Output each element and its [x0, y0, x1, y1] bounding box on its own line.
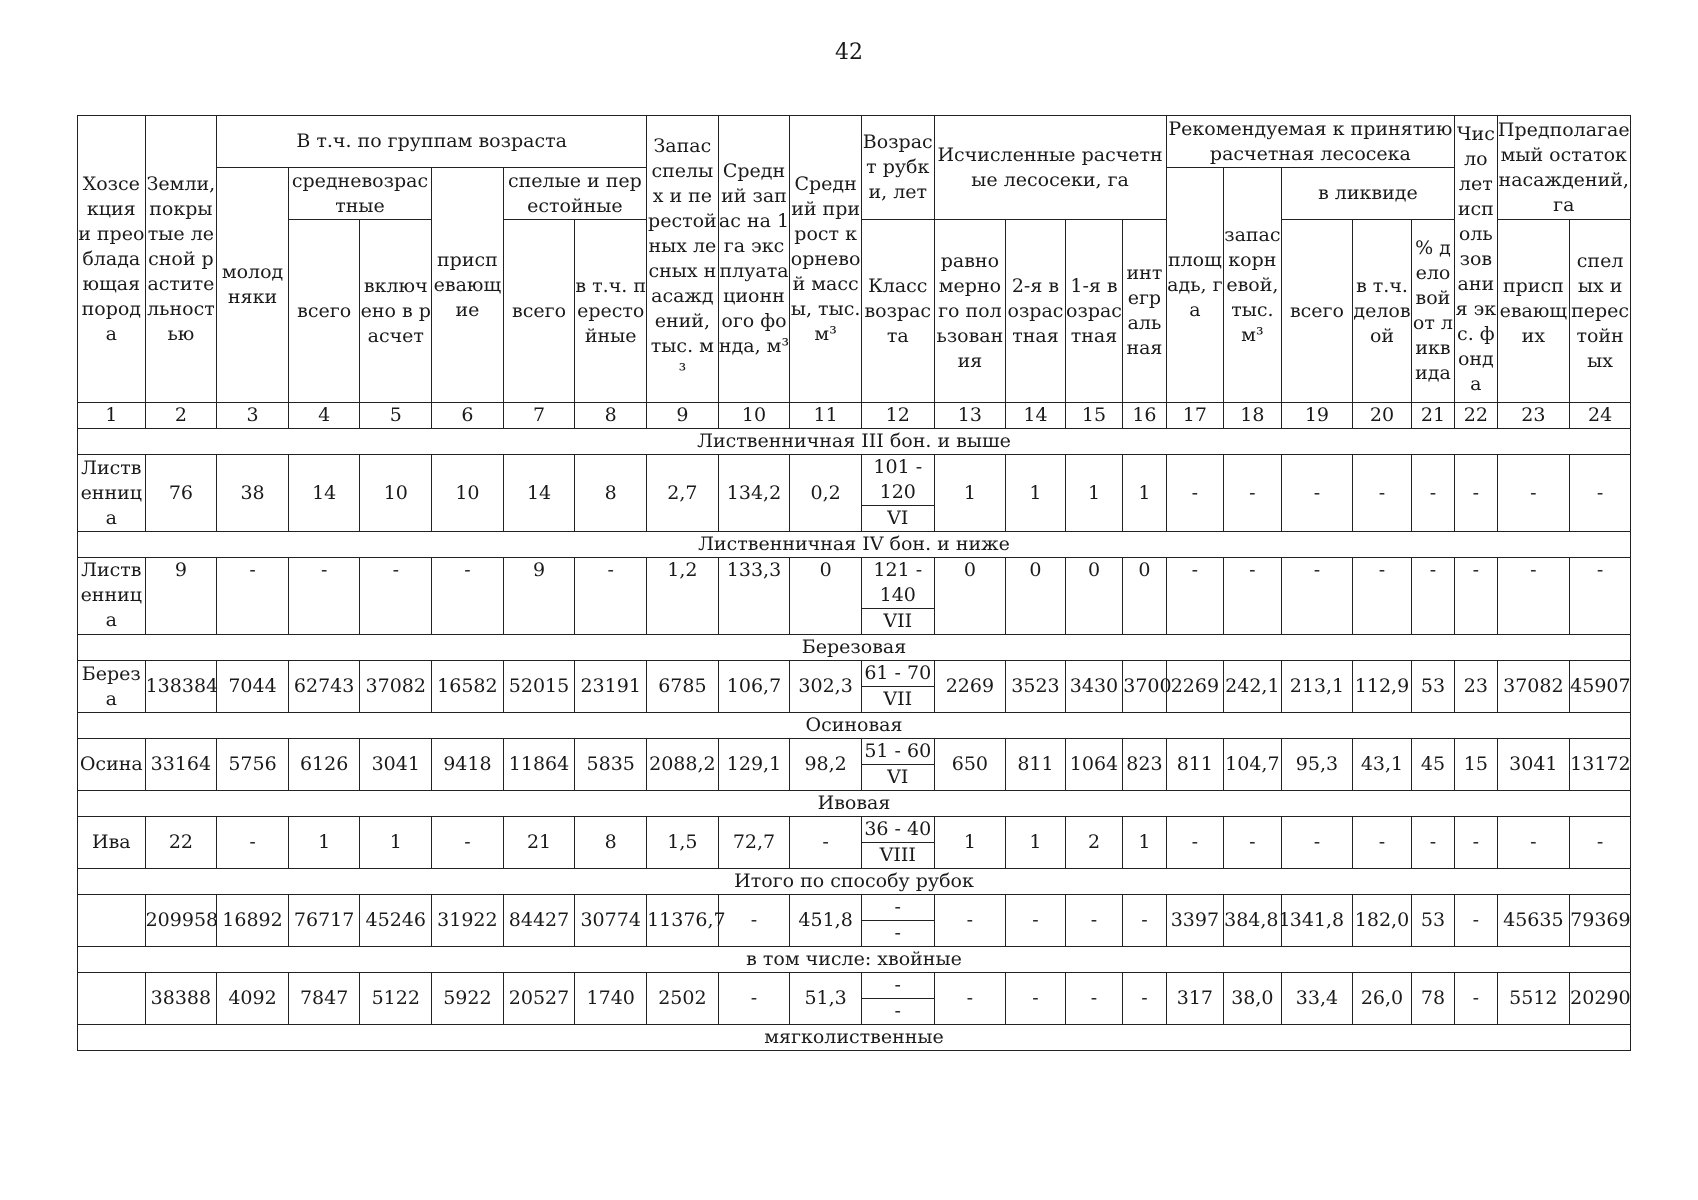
header-first-age: 1-я возрастная [1065, 220, 1123, 403]
value-cell: 317 [1166, 973, 1224, 1025]
value-cell: 5922 [432, 973, 504, 1025]
value-cell: 302,3 [790, 661, 862, 713]
value-cell: 811 [1006, 739, 1066, 791]
data-row [78, 895, 1631, 947]
column-number: 19 [1281, 403, 1353, 429]
value-cell: 1 [1065, 455, 1123, 532]
value-cell: 16582 [432, 661, 504, 713]
value-cell: 14 [288, 455, 360, 532]
age-cell [861, 558, 934, 635]
value-cell: 104,7 [1224, 739, 1282, 791]
header-liquid: в ликвиде [1281, 168, 1455, 220]
value-cell: 45907 [1570, 661, 1631, 713]
value-cell: 1 [1123, 455, 1166, 532]
value-cell: - [1224, 817, 1282, 869]
value-cell: 8 [575, 455, 647, 532]
value-cell: - [1497, 455, 1570, 532]
column-number: 21 [1411, 403, 1454, 429]
value-cell: 45246 [360, 895, 432, 947]
value-cell: 134,2 [718, 455, 790, 532]
value-cell: 21 [503, 817, 575, 869]
value-cell: 1,2 [647, 558, 719, 635]
value-cell: 242,1 [1224, 661, 1282, 713]
header-age-groups: В т.ч. по группам возраста [217, 116, 647, 168]
value-cell: 37082 [360, 661, 432, 713]
value-cell: 0,2 [790, 455, 862, 532]
section-title: Лиственничная IV бон. и ниже [78, 532, 1631, 558]
value-cell: 14 [503, 455, 575, 532]
value-cell: 0 [1006, 558, 1066, 635]
column-number: 24 [1570, 403, 1631, 429]
value-cell: - [790, 817, 862, 869]
age-class: VII [862, 686, 934, 712]
column-number: 3 [217, 403, 289, 429]
value-cell: - [432, 558, 504, 635]
column-number: 6 [432, 403, 504, 429]
value-cell: 823 [1123, 739, 1166, 791]
value-cell: 10 [432, 455, 504, 532]
header-mature-stock: Запас спелых и перестойных лесных насаждений, тыс. м³ [647, 116, 719, 403]
age-class: VII [862, 608, 934, 634]
section-title: мягколиственные [78, 1025, 1631, 1051]
value-cell: 53 [1411, 661, 1454, 713]
forest-table [77, 115, 1631, 1051]
data-row [78, 558, 1631, 635]
section-title-row [78, 635, 1631, 661]
value-cell: 15 [1455, 739, 1497, 791]
value-cell: 76717 [288, 895, 360, 947]
age-cell [861, 817, 934, 869]
value-cell: - [1455, 558, 1497, 635]
value-cell: 1,5 [647, 817, 719, 869]
value-cell: - [1411, 455, 1454, 532]
value-cell: 3041 [360, 739, 432, 791]
column-number: 8 [575, 403, 647, 429]
value-cell: 7847 [288, 973, 360, 1025]
value-cell: 51,3 [790, 973, 862, 1025]
value-cell: 213,1 [1281, 661, 1353, 713]
value-cell: 3523 [1006, 661, 1066, 713]
value-cell: - [1006, 973, 1066, 1025]
header-integral: интегральная [1123, 220, 1166, 403]
value-cell: - [1455, 973, 1497, 1025]
section-title: Ивовая [78, 791, 1631, 817]
section-title-row [78, 869, 1631, 895]
header-area: площадь, га [1166, 168, 1224, 403]
value-cell: 7044 [217, 661, 289, 713]
value-cell: 23 [1455, 661, 1497, 713]
value-cell: 98,2 [790, 739, 862, 791]
species-cell [78, 973, 146, 1025]
value-cell: 182,0 [1353, 895, 1412, 947]
value-cell: 43,1 [1353, 739, 1412, 791]
column-number: 23 [1497, 403, 1570, 429]
species-cell: Береза [78, 661, 146, 713]
header-avg-growth: Средний прирост корневой массы, тыс. м³ [790, 116, 862, 403]
value-cell: 3041 [1497, 739, 1570, 791]
value-cell: 38 [217, 455, 289, 532]
value-cell: 129,1 [718, 739, 790, 791]
header-young: молодняки [217, 168, 289, 403]
value-cell: 6785 [647, 661, 719, 713]
value-cell: - [1455, 817, 1497, 869]
section-title-row [78, 947, 1631, 973]
column-number: 22 [1455, 403, 1497, 429]
header-years-of-use: Число лет использования экс. фонда [1455, 116, 1497, 403]
header-remainder-maturing: приспевающих [1497, 220, 1570, 403]
data-row [78, 817, 1631, 869]
value-cell: 106,7 [718, 661, 790, 713]
table-header [78, 116, 1631, 429]
value-cell: 52015 [503, 661, 575, 713]
value-cell: 2088,2 [647, 739, 719, 791]
value-cell: - [1570, 455, 1631, 532]
value-cell: 1 [1006, 817, 1066, 869]
column-number: 1 [78, 403, 146, 429]
column-number: 11 [790, 403, 862, 429]
species-cell: Осина [78, 739, 146, 791]
column-number: 10 [718, 403, 790, 429]
value-cell: 1 [934, 455, 1006, 532]
value-cell: - [288, 558, 360, 635]
table-footer [78, 1025, 1631, 1051]
header-remainder: Предполагаемый остаток насаждений, га [1497, 116, 1630, 220]
age-cell [861, 973, 934, 1025]
value-cell: - [934, 973, 1006, 1025]
value-cell: 2502 [647, 973, 719, 1025]
column-number: 2 [145, 403, 217, 429]
value-cell: - [1497, 558, 1570, 635]
value-cell: 2,7 [647, 455, 719, 532]
value-cell: 6126 [288, 739, 360, 791]
column-numbers-row [78, 403, 1631, 429]
age-cell [861, 661, 934, 713]
value-cell: 4092 [217, 973, 289, 1025]
header-section: Хозсекция и преобладающая порода [78, 116, 146, 403]
column-number: 17 [1166, 403, 1224, 429]
value-cell: 5512 [1497, 973, 1570, 1025]
data-row [78, 739, 1631, 791]
value-cell: 8 [575, 817, 647, 869]
header-uniform-use: равномерного пользования [934, 220, 1006, 403]
header-mature: спелые и перестойные [503, 168, 646, 220]
age-cell [861, 895, 934, 947]
value-cell: 13172 [1570, 739, 1631, 791]
value-cell: 76 [145, 455, 217, 532]
value-cell: - [1455, 895, 1497, 947]
felling-age: - [894, 896, 901, 918]
value-cell: 30774 [575, 895, 647, 947]
value-cell: 811 [1166, 739, 1224, 791]
value-cell: - [1166, 817, 1224, 869]
section-title-row [78, 791, 1631, 817]
value-cell: 451,8 [790, 895, 862, 947]
header-middle-aged: средневозрастные [288, 168, 431, 220]
value-cell: - [1281, 558, 1353, 635]
value-cell: 78 [1411, 973, 1454, 1025]
value-cell: 20290 [1570, 973, 1631, 1025]
value-cell: - [1006, 895, 1066, 947]
header-liquid-total: всего [1281, 220, 1353, 403]
header-overmature: в т.ч. перестойные [575, 220, 647, 403]
value-cell: - [1123, 895, 1166, 947]
section-title: Итого по способу рубок [78, 869, 1631, 895]
age-class: VI [862, 505, 934, 531]
header-second-age: 2-я возрастная [1006, 220, 1066, 403]
column-number: 4 [288, 403, 360, 429]
value-cell: 0 [934, 558, 1006, 635]
value-cell: - [1224, 558, 1282, 635]
age-class: VI [862, 764, 934, 790]
value-cell: 72,7 [718, 817, 790, 869]
value-cell: 1064 [1065, 739, 1123, 791]
species-cell: Лиственница [78, 558, 146, 635]
value-cell: 650 [934, 739, 1006, 791]
value-cell: 37082 [1497, 661, 1570, 713]
header-avg-stock: Средний запас на 1 га эксплуатационного фонда, м³ [718, 116, 790, 403]
value-cell: - [432, 817, 504, 869]
value-cell: - [575, 558, 647, 635]
value-cell: 84427 [503, 895, 575, 947]
value-cell: 5835 [575, 739, 647, 791]
value-cell: 45 [1411, 739, 1454, 791]
value-cell: - [1497, 817, 1570, 869]
value-cell: 1 [934, 817, 1006, 869]
value-cell: - [1570, 817, 1631, 869]
felling-age: 61 - 70 [864, 662, 932, 684]
age-cell [861, 739, 934, 791]
column-number: 20 [1353, 403, 1412, 429]
column-number: 18 [1224, 403, 1282, 429]
column-number: 16 [1123, 403, 1166, 429]
value-cell: 341,8 [1281, 895, 1353, 947]
value-cell: - [1353, 455, 1412, 532]
value-cell: 3700 [1123, 661, 1166, 713]
age-class: VIII [862, 842, 934, 868]
value-cell: 62743 [288, 661, 360, 713]
felling-age: - [894, 974, 901, 996]
value-cell: 209958 [145, 895, 217, 947]
header-middle-total: всего [288, 220, 360, 403]
value-cell: 2269 [1166, 661, 1224, 713]
section-title-row [78, 429, 1631, 455]
header-middle-included: включено в расчет [360, 220, 432, 403]
value-cell: 11864 [503, 739, 575, 791]
value-cell: - [1455, 455, 1497, 532]
value-cell: - [217, 558, 289, 635]
section-title: Лиственничная III бон. и выше [78, 429, 1631, 455]
value-cell: 38,0 [1224, 973, 1282, 1025]
value-cell: - [1123, 973, 1166, 1025]
value-cell: 133,3 [718, 558, 790, 635]
felling-age: 101 - 120 [873, 456, 923, 503]
header-forest-land: Земли, покрытые лесной растительностью [145, 116, 217, 403]
value-cell: - [1281, 817, 1353, 869]
header-felling-age: Возраст рубки, лет [861, 116, 934, 220]
header-calculated-fellings: Исчисленные расчетные лесосеки, га [934, 116, 1166, 220]
species-cell: Лиственница [78, 455, 146, 532]
value-cell: 33164 [145, 739, 217, 791]
page-number: 42 [835, 40, 863, 65]
value-cell: - [1411, 817, 1454, 869]
value-cell: 16892 [217, 895, 289, 947]
header-mature-total: всего [503, 220, 575, 403]
species-cell: Ива [78, 817, 146, 869]
value-cell: 9 [503, 558, 575, 635]
value-cell: 9 [145, 558, 217, 635]
column-number: 15 [1065, 403, 1123, 429]
data-row [78, 455, 1631, 532]
section-title: Березовая [78, 635, 1631, 661]
value-cell: - [718, 973, 790, 1025]
column-number: 7 [503, 403, 575, 429]
section-title-row [78, 532, 1631, 558]
value-cell: 22 [145, 817, 217, 869]
section-title: в том числе: хвойные [78, 947, 1631, 973]
value-cell: - [1353, 558, 1412, 635]
value-cell: 5122 [360, 973, 432, 1025]
value-cell: 384,81 [1224, 895, 1282, 947]
header-root-stock: запас корневой, тыс. м³ [1224, 168, 1282, 403]
data-row [78, 661, 1631, 713]
section-title: Осиновая [78, 713, 1631, 739]
header-remainder-mature: спелых и перестойных [1570, 220, 1631, 403]
value-cell: 33,4 [1281, 973, 1353, 1025]
table-body [78, 429, 1631, 1025]
value-cell: 45635 [1497, 895, 1570, 947]
value-cell: 2269 [934, 661, 1006, 713]
value-cell: - [718, 895, 790, 947]
value-cell: 95,3 [1281, 739, 1353, 791]
value-cell: 10 [360, 455, 432, 532]
header-maturing: приспевающие [432, 168, 504, 403]
value-cell: - [1353, 817, 1412, 869]
value-cell: 2 [1065, 817, 1123, 869]
value-cell: - [1570, 558, 1631, 635]
value-cell: 1 [360, 817, 432, 869]
value-cell: 0 [1123, 558, 1166, 635]
value-cell: 23191 [575, 661, 647, 713]
value-cell: 5756 [217, 739, 289, 791]
value-cell: - [1224, 455, 1282, 532]
value-cell: - [360, 558, 432, 635]
column-number: 5 [360, 403, 432, 429]
value-cell: 11376,7 [647, 895, 719, 947]
value-cell: 3397 [1166, 895, 1224, 947]
species-cell [78, 895, 146, 947]
column-number: 12 [861, 403, 934, 429]
value-cell: 1 [1123, 817, 1166, 869]
value-cell: 112,9 [1353, 661, 1412, 713]
value-cell: - [1166, 558, 1224, 635]
header-age-class: Класс возраста [861, 220, 934, 403]
value-cell: - [934, 895, 1006, 947]
header-recommended-felling: Рекомендуемая к принятию расчетная лесосека [1166, 116, 1455, 168]
value-cell: - [1065, 895, 1123, 947]
value-cell: 1 [288, 817, 360, 869]
value-cell: 20527 [503, 973, 575, 1025]
data-row [78, 973, 1631, 1025]
value-cell: - [1065, 973, 1123, 1025]
value-cell: 26,0 [1353, 973, 1412, 1025]
felling-age: 121 - 140 [873, 559, 923, 606]
felling-age: 36 - 40 [864, 818, 932, 840]
column-number: 13 [934, 403, 1006, 429]
value-cell: - [217, 817, 289, 869]
value-cell: - [1281, 455, 1353, 532]
value-cell: 1 [1006, 455, 1066, 532]
value-cell: - [1411, 558, 1454, 635]
header-business-percent: % деловой от ликвида [1411, 220, 1454, 403]
value-cell: 0 [790, 558, 862, 635]
value-cell: - [1166, 455, 1224, 532]
value-cell: 3430 [1065, 661, 1123, 713]
section-title-row [78, 713, 1631, 739]
value-cell: 38388 [145, 973, 217, 1025]
value-cell: 79369 [1570, 895, 1631, 947]
value-cell: 31922 [432, 895, 504, 947]
age-class: - [862, 920, 934, 946]
age-cell [861, 455, 934, 532]
column-number: 14 [1006, 403, 1066, 429]
column-number: 9 [647, 403, 719, 429]
value-cell: 53 [1411, 895, 1454, 947]
value-cell: 138384 [145, 661, 217, 713]
value-cell: 0 [1065, 558, 1123, 635]
header-liquid-business: в т.ч. деловой [1353, 220, 1412, 403]
felling-age: 51 - 60 [864, 740, 932, 762]
value-cell: 9418 [432, 739, 504, 791]
age-class: - [862, 998, 934, 1024]
value-cell: 1740 [575, 973, 647, 1025]
